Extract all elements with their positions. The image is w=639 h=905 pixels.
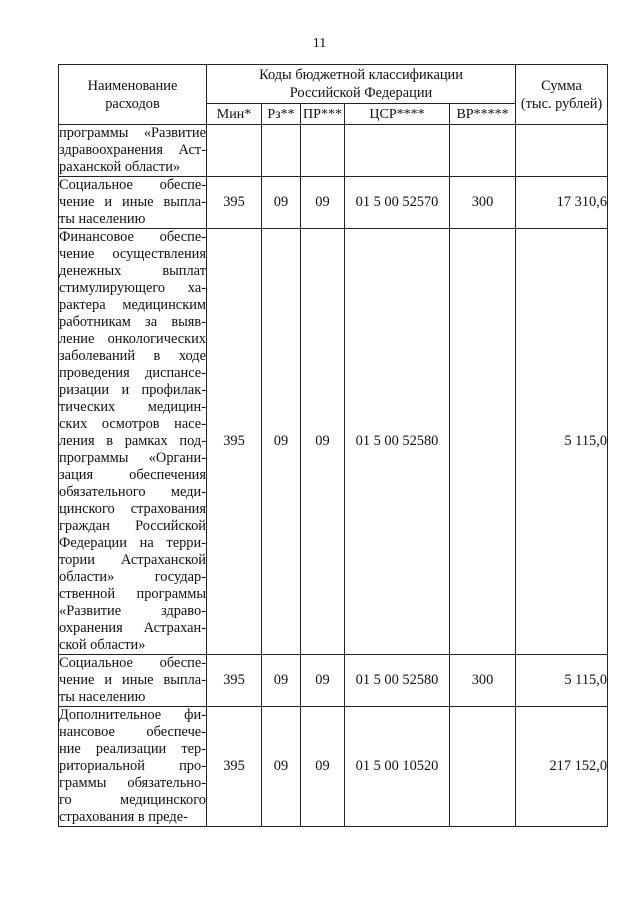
expense-name-line: тических медицин- [59,399,206,415]
rz-cell: 09 [262,655,301,707]
expense-name-line: обязательного меди- [59,484,206,500]
sum-cell: 217 152,0 [516,707,608,827]
pr-cell: 09 [301,655,345,707]
expense-name-line: страхования в преде- [59,809,188,825]
expense-name-line: цинского страхования [59,501,206,517]
header-vr: ВР***** [450,104,516,125]
csr-cell: 01 5 00 52570 [345,177,450,229]
budget-table [58,64,608,827]
expense-name-line: «Развитие здраво- [59,603,206,619]
expense-name-line: программы «Развитие [59,125,206,141]
expense-name-cell [59,177,207,229]
vr-cell [450,707,516,827]
rz-cell [262,125,301,177]
expense-name-line: охранения Астрахан- [59,620,206,636]
vr-cell: 300 [450,655,516,707]
csr-cell: 01 5 00 10520 [345,707,450,827]
csr-cell: 01 5 00 52580 [345,655,450,707]
csr-cell: 01 5 00 52580 [345,229,450,655]
header-pr: ПР*** [301,104,345,125]
expense-name-line: ты населению [59,211,146,227]
expense-name-line: ризации и профилак- [59,382,206,398]
pr-cell: 09 [301,229,345,655]
pr-cell: 09 [301,707,345,827]
min-cell: 395 [207,229,262,655]
expense-name-line: рактера медицинским [59,297,206,313]
sum-cell: 5 115,0 [516,655,608,707]
pr-cell: 09 [301,177,345,229]
expense-name-line: чение и иные выпла- [59,194,206,210]
expense-name-line: проведения диспансе- [59,365,206,381]
rz-cell: 09 [262,229,301,655]
header-rz: Рз** [262,104,301,125]
table-row [59,707,608,827]
header-name-column: Наименование расходов [59,65,207,125]
header-min: Мин* [207,104,262,125]
sum-cell [516,125,608,177]
table-row [59,229,608,655]
min-cell [207,125,262,177]
expense-name-line: Социальное обеспе- [59,177,206,193]
expense-name-line: Дополнительное фи- [59,707,206,723]
page-number: 11 [312,36,327,51]
expense-name-line: Финансовое обеспе- [59,229,206,245]
vr-cell [450,229,516,655]
vr-cell [450,125,516,177]
min-cell: 395 [207,707,262,827]
expense-name-line: ты населению [59,689,146,705]
expense-name-line: риториальной про- [59,758,206,774]
expense-name-line: го медицинского [59,792,206,808]
expense-name-cell [59,655,207,707]
table-row [59,125,608,177]
expense-name-line: заболеваний в ходе [59,348,206,364]
table-row [59,177,608,229]
expense-name-line: Социальное обеспе- [59,655,206,671]
expense-name-line: ской области» [59,637,146,653]
csr-cell [345,125,450,177]
vr-cell: 300 [450,177,516,229]
expense-name-line: зация обеспечения [59,467,206,483]
expense-name-line: работникам за выяв- [59,314,206,330]
expense-name-line: ления в рамках под- [59,433,206,449]
table-body [59,125,608,827]
sum-cell: 17 310,6 [516,177,608,229]
expense-name-line: чение осуществления [59,246,206,262]
sum-cell: 5 115,0 [516,229,608,655]
expense-name-line: граждан Российской [59,518,206,534]
expense-name-line: ление онкологических [59,331,206,347]
expense-name-line: тории Астраханской [59,552,206,568]
header-codes-group: Коды бюджетной классификации Российской Федерации [207,65,516,104]
expense-name-line: стимулирующего ха- [59,280,206,296]
expense-name-line: области» государ- [59,569,206,585]
expense-name-line: ских осмотров насе- [59,416,206,432]
rz-cell: 09 [262,707,301,827]
rz-cell: 09 [262,177,301,229]
header-sum-column: Сумма (тыс. рублей) [516,65,608,125]
expense-name-line: программы «Органи- [59,450,206,466]
min-cell: 395 [207,177,262,229]
header-csr: ЦСР**** [345,104,450,125]
expense-name-line: нансовое обеспече- [59,724,206,740]
expense-name-line: денежных выплат [59,263,206,279]
expense-name-cell [59,707,207,827]
expense-name-cell [59,229,207,655]
expense-name-line: здравоохранения Аст- [59,142,206,158]
expense-name-line: раханской области» [59,159,181,175]
pr-cell [301,125,345,177]
expense-name-line: ние реализации тер- [59,741,206,757]
table-row [59,655,608,707]
expense-name-line: Федерации на терри- [59,535,206,551]
min-cell: 395 [207,655,262,707]
expense-name-line: граммы обязательно- [59,775,206,791]
expense-name-line: ственной программы [59,586,206,602]
expense-name-line: чение и иные выпла- [59,672,206,688]
expense-name-cell [59,125,207,177]
